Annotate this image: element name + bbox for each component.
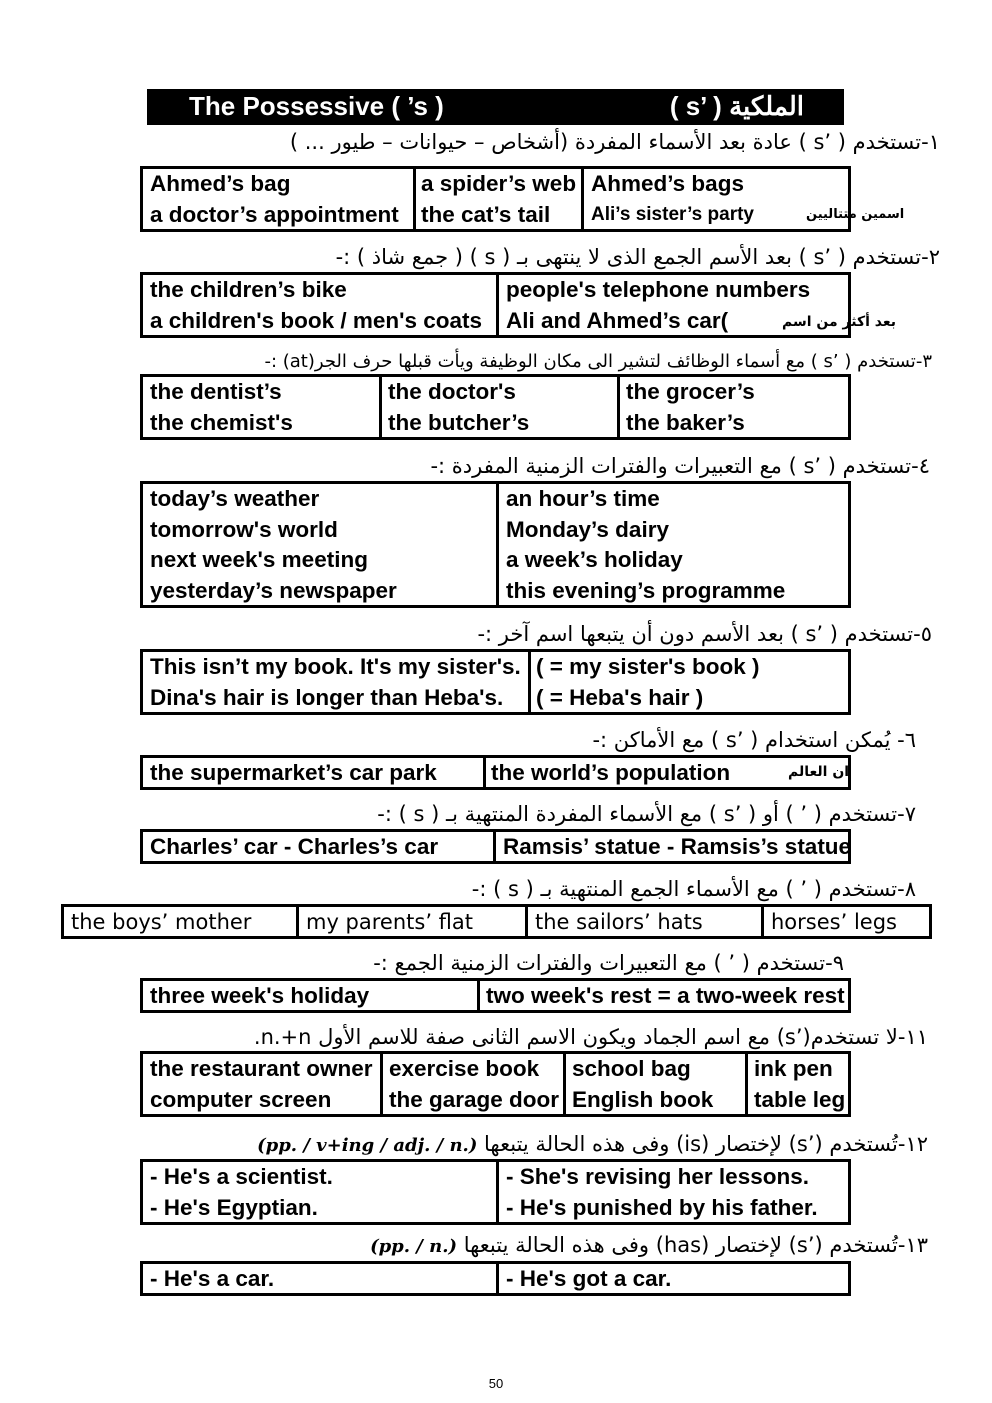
rule-12-forms: (pp. / v+ing / adj. / n.) — [257, 1135, 478, 1156]
table-rule-11 — [140, 1051, 851, 1117]
note-world: ان العالم — [788, 764, 850, 780]
page-number: 50 — [488, 1376, 504, 1391]
table-cell: Ahmed’s bags Ali’s sister’s party — [591, 171, 754, 225]
table-cell: ( = my sister's book ) ( = Heba's hair ) — [536, 654, 760, 710]
table-cell: the supermarket’s car park — [150, 760, 437, 785]
table-cell: - He's a scientist. - He's Egyptian. — [150, 1164, 333, 1220]
rule-12: ١٢-تُستخدم (’s) لإختصار (is) وفى هذه الحالة يتبعها (pp. / v+ing / adj. / n.) — [257, 1132, 928, 1156]
rule-3: ٣-تستخدم ( ’s ) مع أسماء الوظائف لتشير الى مكان الوظيفة ويأت قبلها حرف الجر(at) :- — [264, 351, 932, 372]
rule-2: ٢-تستخدم ( ’s ) بعد الأسم الجمع الذى لا ينتهى بـ ( s ) ( جمع شاذ ) :- — [335, 245, 940, 269]
table-cell: the children’s bike a children's book / men's coats — [150, 277, 483, 333]
table-cell: today’s weather tomorrow's world next week's meeting yesterday’s newspaper — [150, 486, 397, 603]
table-rule-3 — [140, 374, 851, 440]
table-rule-8 — [61, 904, 932, 939]
table-rule-5 — [140, 649, 851, 715]
rule-7: ٧-تستخدم ( ’ ) أو ( ’s ) مع الأسماء المفردة المنتهية بـ ( s ) :- — [377, 802, 916, 826]
table-cell: a spider’s web the cat’s tail — [421, 171, 577, 227]
table-cell: an hour’s time Monday’s dairy a week’s holiday this evening’s programme — [506, 486, 786, 603]
table-cell: the sailors’ hats — [535, 910, 703, 934]
rule-8: ٨-تستخدم ( ’ ) مع الأسماء الجمع المنتهية بـ ( s ) :- — [471, 877, 916, 901]
table-cell: people's telephone numbers Ali and Ahmed’s car( — [506, 277, 811, 333]
rule-1: ١-تستخدم ( ’s ) عادة بعد الأسماء المفردة (أشخاص – حيوانات – طيور ... ) — [289, 130, 940, 154]
table-cell: the restaurant owner computer screen — [150, 1056, 373, 1112]
table-cell: school bag English book — [572, 1056, 714, 1112]
table-rule-2 — [140, 272, 851, 338]
title-english: The Possessive ( ’s ) — [189, 91, 444, 121]
table-cell: Ahmed’s bag a doctor’s appointment — [150, 171, 399, 227]
table-cell: the dentist’s the chemist's — [150, 379, 293, 435]
table-cell: Ramsis’ statue - Ramsis’s statue — [503, 834, 852, 859]
table-cell: Charles’ car - Charles’s car — [150, 834, 439, 859]
rule-13-forms: (pp. / n.) — [370, 1236, 457, 1257]
table-cell: - She's revising her lessons. - He's punished by his father. — [506, 1164, 818, 1220]
rule-5: ٥-تستخدم ( ’s ) بعد الأسم دون أن يتبعها اسم آخر :- — [477, 622, 932, 646]
rule-6: ٦- يُمكن استخدام ( ’s ) مع الأماكن :- — [592, 728, 916, 752]
rule-13: ١٣-تُستخدم (’s) لإختصار (has) وفى هذه الحالة يتبعها (pp. / n.) — [370, 1233, 928, 1257]
table-cell: horses’ legs — [771, 910, 897, 934]
note-more-than-noun: بعد أكثر من اسم — [782, 314, 897, 330]
table-cell: - He's a car. — [150, 1266, 275, 1291]
table-rule-1 — [140, 166, 851, 232]
table-cell: the grocer’s the baker’s — [626, 379, 755, 435]
table-cell: my parents’ flat — [306, 910, 474, 934]
table-cell: three week's holiday — [150, 983, 370, 1008]
table-cell: the boys’ mother — [71, 910, 252, 934]
table-rule-13 — [140, 1261, 851, 1296]
table-cell: ink pen table leg — [754, 1056, 846, 1112]
table-rule-4 — [140, 481, 851, 608]
table-cell: exercise book the garage door — [389, 1056, 560, 1112]
table-cell: This isn’t my book. It's my sister's. Dina's hair is longer than Heba's. — [150, 654, 521, 710]
rule-11: ١١-لا تستخدم(’s) مع اسم الجماد ويكون الاسم الثانى صفة للاسم الأول n.+n. — [253, 1025, 928, 1049]
table-rule-6 — [140, 755, 851, 790]
rule-4: ٤-تستخدم ( ’s ) مع التعبيرات والفترات الزمنية المفردة :- — [430, 454, 930, 478]
table-cell: two week's rest = a two-week rest — [486, 983, 845, 1008]
title-arabic: الملكية ( ’s ) — [669, 91, 804, 121]
note-two-nouns: اسمين متتاليين — [806, 207, 905, 222]
rule-9: ٩-تستخدم ( ’ ) مع التعبيرات والفترات الزمنية الجمع :- — [373, 951, 844, 975]
table-rule-9 — [140, 978, 851, 1013]
page-title-bar — [147, 89, 844, 125]
table-rule-7 — [140, 829, 851, 864]
table-cell: - He's got a car. — [506, 1266, 672, 1291]
table-rule-12 — [140, 1159, 851, 1225]
table-cell: the doctor's the butcher’s — [388, 379, 530, 435]
table-cell: the world’s population — [491, 760, 731, 785]
